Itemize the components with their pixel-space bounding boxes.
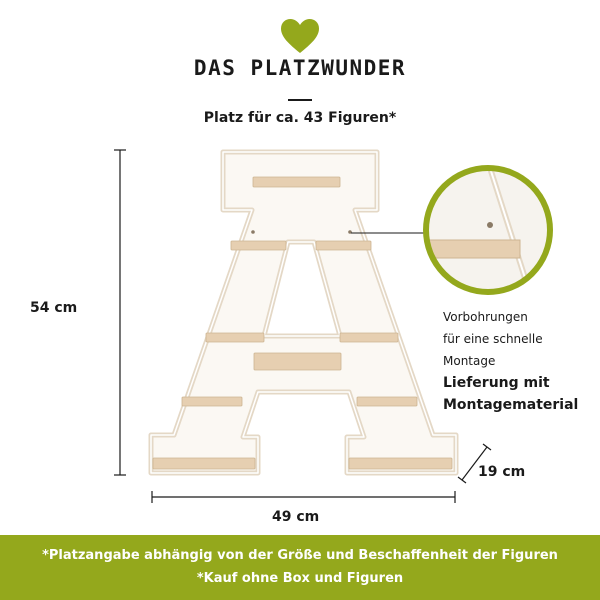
- wooden-shelf: [316, 241, 371, 250]
- wooden-shelf: [182, 397, 242, 406]
- width-dimension-line: [152, 491, 455, 503]
- height-label: 54 cm: [30, 300, 78, 316]
- wooden-shelf: [340, 333, 398, 342]
- wooden-shelf: [153, 458, 255, 469]
- height-dimension-line: [114, 150, 126, 475]
- predrilled-holes-note: [443, 306, 543, 372]
- width-label: 49 cm: [272, 509, 320, 525]
- footer-disclaimer-line: *Kauf ohne Box und Figuren: [196, 571, 404, 586]
- wooden-shelf: [254, 353, 341, 370]
- wooden-shelf: [253, 177, 340, 187]
- wooden-shelf: [206, 333, 264, 342]
- delivery-line: Lieferung mit: [443, 375, 550, 391]
- capacity-subtitle: Platz für ca. 43 Figuren*: [203, 110, 397, 126]
- note-line: Montage: [443, 354, 496, 368]
- depth-label: 19 cm: [478, 464, 526, 480]
- wooden-shelf: [231, 241, 286, 250]
- footer-disclaimer-line: *Platzangabe abhängig von der Größe und Beschaffenheit der Figuren: [42, 548, 558, 563]
- delivery-note: [443, 372, 578, 416]
- page-title: DAS PLATZWUNDER: [193, 56, 407, 80]
- note-line: Vorbohrungen: [443, 310, 528, 324]
- letter-a-shelf: [151, 152, 456, 473]
- wooden-shelf: [357, 397, 417, 406]
- zoom-detail-circle: [420, 160, 560, 300]
- wooden-shelf: [349, 458, 452, 469]
- delivery-line: Montagematerial: [443, 397, 579, 413]
- note-line: für eine schnelle: [443, 332, 543, 346]
- footer-banner: [0, 535, 600, 600]
- drill-hole: [251, 230, 255, 234]
